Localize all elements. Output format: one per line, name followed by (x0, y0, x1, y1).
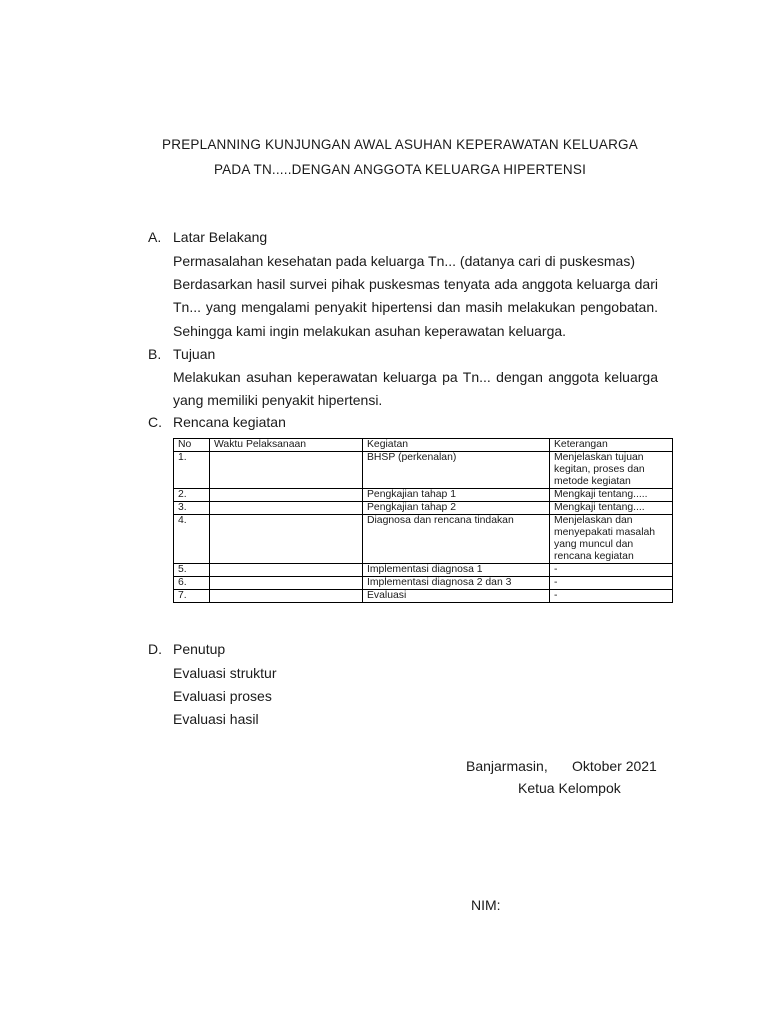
table-row (174, 502, 673, 515)
cell-keterangan: Mengkaji tentang.... (550, 502, 673, 515)
document-title-line-2: PADA TN.....DENGAN ANGGOTA KELUARGA HIPERTENSI (213, 162, 587, 177)
signature-place: Banjarmasin, (466, 758, 548, 774)
closing-item-structure: Evaluasi struktur (173, 665, 277, 681)
cell-no: 6. (174, 577, 210, 590)
signature-role: Ketua Kelompok (518, 780, 621, 796)
cell-keterangan: - (550, 590, 673, 603)
cell-kegiatan: Pengkajian tahap 2 (363, 502, 550, 515)
cell-kegiatan: Implementasi diagnosa 1 (363, 564, 550, 577)
cell-keterangan: Mengkaji tentang..... (550, 489, 673, 502)
cell-no: 4. (174, 515, 210, 564)
cell-waktu (210, 452, 363, 489)
section-c-letter: C. (148, 414, 162, 430)
table-row (174, 577, 673, 590)
cell-keterangan: - (550, 564, 673, 577)
header-kegiatan: Kegiatan (363, 439, 550, 452)
section-a-title: Latar Belakang (173, 229, 268, 245)
signature-date: Oktober 2021 (572, 758, 657, 774)
header-waktu: Waktu Pelaksanaan (210, 439, 363, 452)
table-header-row (174, 439, 673, 452)
cell-kegiatan: Diagnosa dan rencana tindakan (363, 515, 550, 564)
table-row (174, 515, 673, 564)
cell-no: 5. (174, 564, 210, 577)
section-a-paragraph-1: Permasalahan kesehatan pada keluarga Tn... (datanya cari di puskesmas) (173, 253, 636, 269)
table-row (174, 452, 673, 489)
cell-waktu (210, 502, 363, 515)
cell-waktu (210, 564, 363, 577)
cell-waktu (210, 515, 363, 564)
section-a-paragraph-2: Berdasarkan hasil survei pihak puskesmas tenyata ada anggota keluarga dari Tn... yang mengalami penyakit hipertensi dan masih melakukan pengobatan. Sehingga kami ingin melakukan asuhan keperawatan keluarga. (173, 276, 658, 339)
activity-plan-table (173, 438, 673, 603)
cell-no: 7. (174, 590, 210, 603)
section-d-title: Penutup (173, 641, 226, 657)
cell-kegiatan: Pengkajian tahap 1 (363, 489, 550, 502)
cell-no: 2. (174, 489, 210, 502)
cell-keterangan: Menjelaskan dan menyepakati masalah yang muncul dan rencana kegiatan (550, 515, 673, 564)
section-b-paragraph: Melakukan asuhan keperawatan keluarga pa Tn... dengan anggota keluarga yang memiliki penyakit hipertensi. (173, 369, 658, 409)
section-d-letter: D. (148, 641, 162, 657)
document-title-line-1: PREPLANNING KUNJUNGAN AWAL ASUHAN KEPERAWATAN KELUARGA (162, 137, 638, 152)
section-c-title: Rencana kegiatan (173, 414, 286, 430)
cell-waktu (210, 489, 363, 502)
table-row (174, 590, 673, 603)
cell-kegiatan: Evaluasi (363, 590, 550, 603)
cell-kegiatan: Implementasi diagnosa 2 dan 3 (363, 577, 550, 590)
cell-no: 3. (174, 502, 210, 515)
section-b-title: Tujuan (173, 346, 216, 362)
header-no: No (174, 439, 210, 452)
cell-kegiatan: BHSP (perkenalan) (363, 452, 550, 489)
cell-waktu (210, 590, 363, 603)
closing-item-result: Evaluasi hasil (173, 711, 259, 727)
section-a-letter: A. (148, 229, 162, 245)
cell-keterangan: Menjelaskan tujuan kegitan, proses dan metode kegiatan (550, 452, 673, 489)
section-b-letter: B. (148, 346, 162, 362)
table-row (174, 489, 673, 502)
table-row (174, 564, 673, 577)
header-keterangan: Keterangan (550, 439, 673, 452)
cell-keterangan: - (550, 577, 673, 590)
cell-no: 1. (174, 452, 210, 489)
cell-waktu (210, 577, 363, 590)
closing-item-process: Evaluasi proses (173, 688, 272, 704)
signature-nim-label: NIM: (471, 897, 501, 913)
